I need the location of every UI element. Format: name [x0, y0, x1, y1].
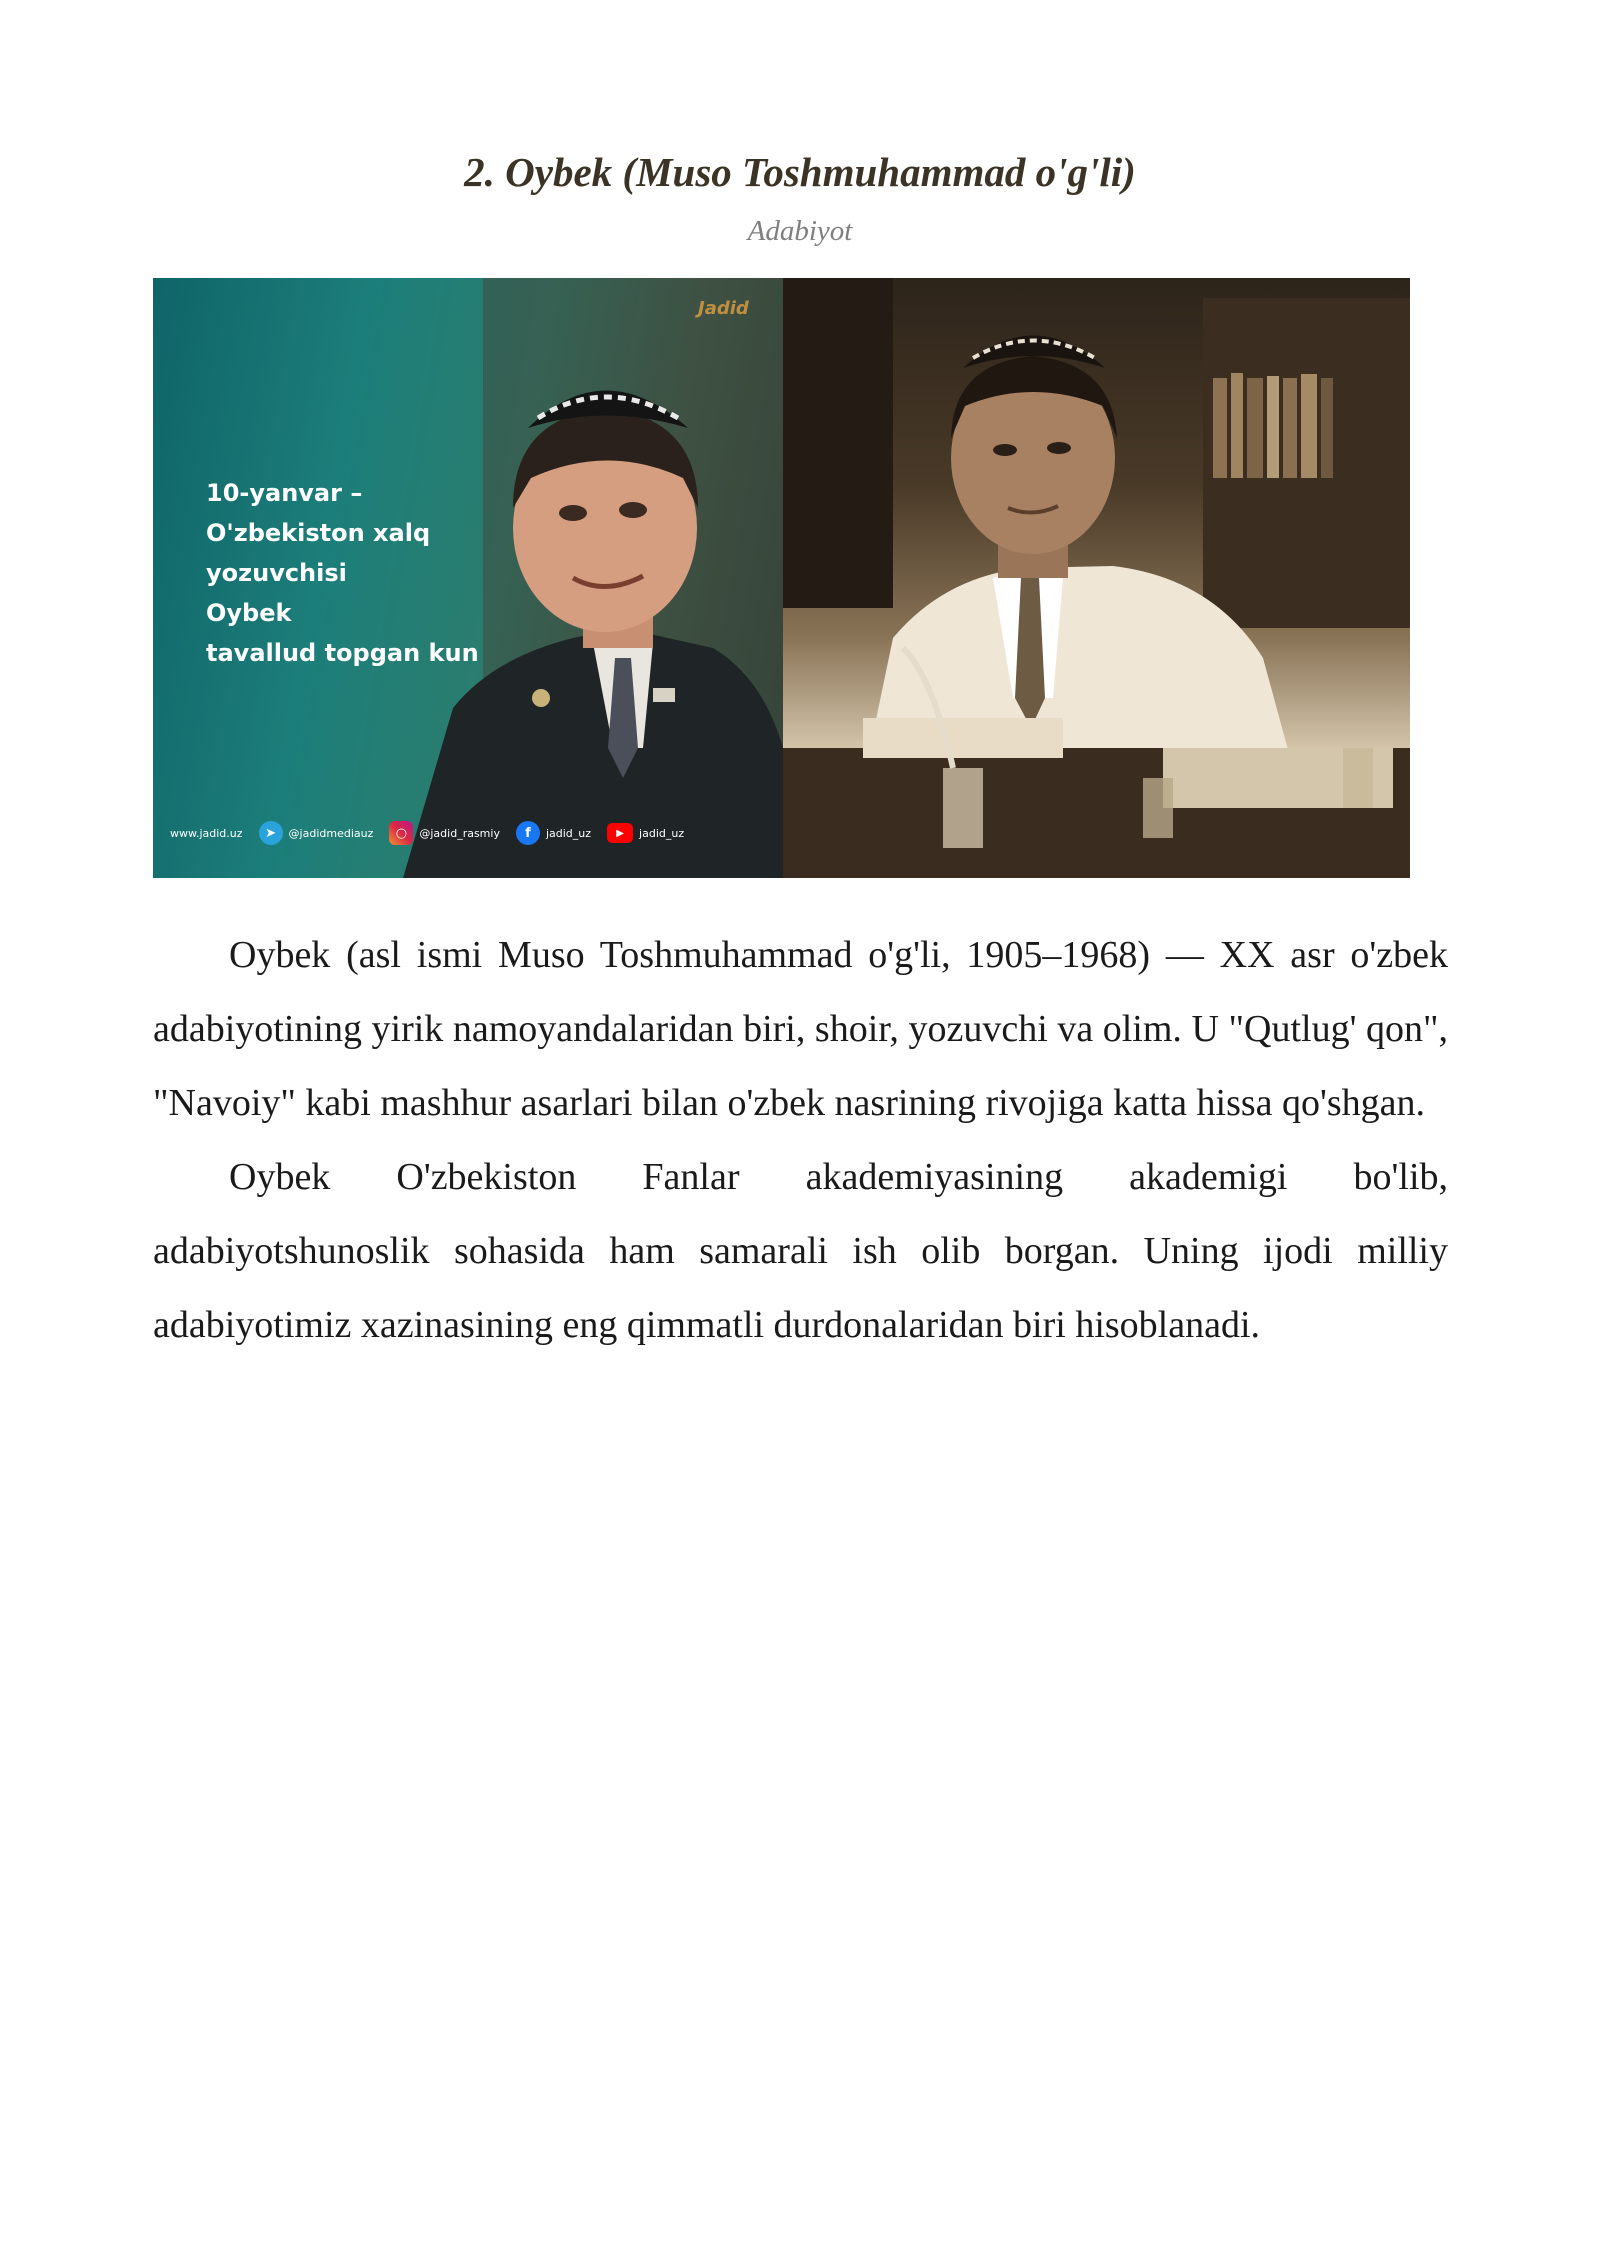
- social-item-website: [170, 827, 243, 840]
- article-figure: [153, 278, 1410, 878]
- poster-line: yozuvchisi: [206, 559, 347, 587]
- page-title: 2. Oybek (Muso Toshmuhammad o'g'li): [464, 149, 1136, 195]
- facebook-icon: f: [516, 821, 540, 845]
- social-label: @jadid_rasmiy: [419, 826, 500, 840]
- portrait-photo-panel: [783, 278, 1410, 878]
- poster-caption: [206, 473, 479, 673]
- poster-logo: Jadid: [698, 298, 749, 319]
- social-label: www.jadid.uz: [170, 826, 243, 840]
- social-label: jadid_uz: [639, 826, 685, 840]
- body-paragraph: Oybek (asl ismi Muso Toshmuhammad o'g'li, 1905–1968) — XX asr o'zbek adabiyotining yirik namoyandalaridan biri, shoir, yozuvchi va olim. U "Qutlug' qon", "Navoiy" kabi mashhur asarlari bilan o'zbek nasrining rivojiga katta hissa qo'shgan.: [153, 934, 1448, 1124]
- portrait-desk-photo: [783, 278, 1410, 878]
- youtube-icon: ▶: [607, 823, 633, 843]
- poster-line: tavallud topgan kun: [206, 639, 479, 667]
- social-label: jadid_uz: [545, 826, 592, 840]
- poster-line: 10-yanvar –: [206, 479, 363, 507]
- social-links-bar: [153, 818, 783, 848]
- poster-line: Oybek: [206, 599, 292, 627]
- telegram-icon: ➤: [259, 821, 283, 845]
- social-item-telegram: [259, 821, 374, 845]
- category-label: Adabiyot: [747, 215, 853, 247]
- social-item-instagram: [389, 821, 500, 845]
- social-label: @jadidmediauz: [288, 826, 374, 840]
- social-item-facebook: [516, 821, 591, 845]
- poster-line: O'zbekiston xalq: [206, 519, 431, 547]
- poster-panel: [153, 278, 783, 878]
- body-paragraph: Oybek O'zbekiston Fanlar akademiyasining akademigi bo'lib, adabiyotshunoslik sohasida ham samarali ish olib borgan. Uning ijodi milliy adabiyotimiz xazinasining eng qimmatli durdonalaridan biri hisoblanadi.: [153, 1156, 1448, 1346]
- article-body: [153, 918, 1448, 1362]
- instagram-icon: ○: [389, 821, 413, 845]
- social-item-youtube: [607, 823, 684, 843]
